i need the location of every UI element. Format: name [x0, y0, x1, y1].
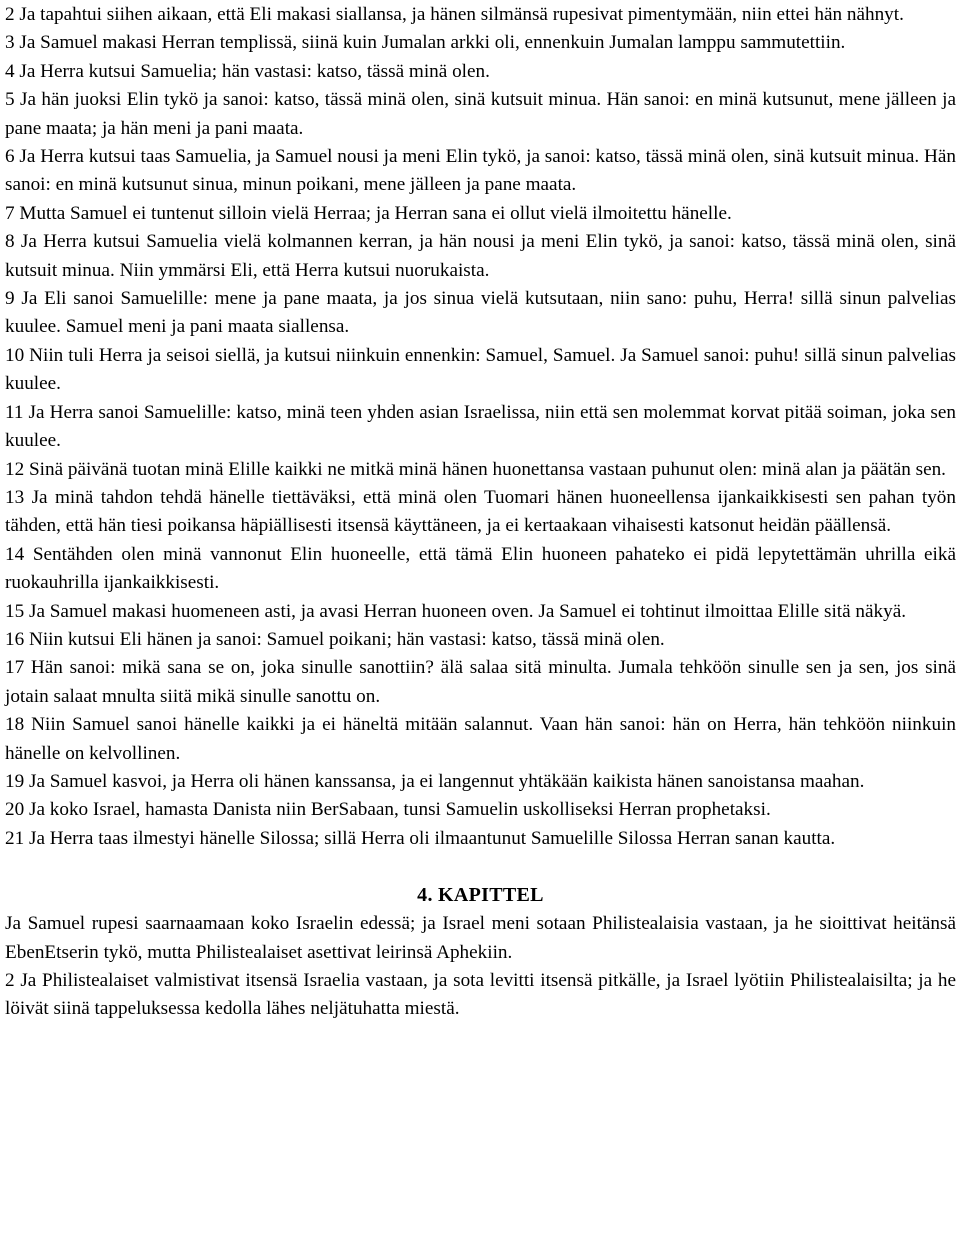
- verse-3-17: 17 Hän sanoi: mikä sana se on, joka sinulle sanottiin? älä salaa sitä minulta. Jumala tehköön sinulle sen ja sen, jos sinä jotain salaat mnulta siitä mikä sinulle sanottu on.: [5, 657, 956, 707]
- chapter-heading: 4. KAPITTEL: [417, 884, 544, 907]
- verse-3-9: 9 Ja Eli sanoi Samuelille: mene ja pane maata, ja jos sinua vielä kutsutaan, niin sano: puhu, Herra! sillä sinun palvelias kuulee. Samuel meni ja pani maata siallensa.: [5, 288, 956, 338]
- verse-3-20: 20 Ja koko Israel, hamasta Danista niin BerSabaan, tunsi Samuelin uskolliseksi Herran prophetaksi.: [5, 799, 771, 821]
- verse-3-6: 6 Ja Herra kutsui taas Samuelia, ja Samuel nousi ja meni Elin tykö, ja sanoi: katso, tässä minä olen, sinä kutsuit minua. Hän sanoi: en minä kutsunut sinua, minun poikani, mene jälleen ja pane maata.: [5, 146, 956, 196]
- verse-3-14: 14 Sentähden olen minä vannonut Elin huoneelle, että tämä Elin huoneen pahateko ei pidä lepytettämän uhrilla eikä ruokauhrilla ijankaikkisesti.: [5, 543, 956, 594]
- verse-3-2: 2 Ja tapahtui siihen aikaan, että Eli makasi siallansa, ja hänen silmänsä rupesivat pimentymään, niin ettei hän nähnyt.: [5, 4, 904, 25]
- verse-3-8: 8 Ja Herra kutsui Samuelia vielä kolmannen kerran, ja hän nousi ja meni Elin tykö, ja sanoi: katso, tässä minä olen, sinä kutsuit minua. Niin ymmärsi Eli, että Herra kutsui nuorukaista.: [5, 231, 956, 281]
- chapter-4-text: [5, 910, 956, 1024]
- verse-3-10: 10 Niin tuli Herra ja seisoi siellä, ja kutsui niinkuin ennenkin: Samuel, Samuel. Ja Samuel sanoi: puhu! sillä sinun palvelias kuulee.: [5, 344, 956, 395]
- verse-3-18: 18 Niin Samuel sanoi hänelle kaikki ja ei häneltä mitään salannut. Vaan hän sanoi: hän on Herra, hän tehköön niinkuin hänelle on kelvollinen.: [5, 714, 956, 764]
- verse-4-1: Ja Samuel rupesi saarnaamaan koko Israelin edessä; ja Israel meni sotaan Philistealaisia vastaan, ja he sioittivat heitänsä EbenEtserin tykö, mutta Philistealaiset asettivat leirinsä Aphekiin.: [5, 913, 956, 963]
- verse-3-15: 15 Ja Samuel makasi huomeneen asti, ja avasi Herran huoneen oven. Ja Samuel ei tohtinut ilmoittaa Elille sitä näkyä.: [5, 600, 907, 622]
- verse-3-16: 16 Niin kutsui Eli hänen ja sanoi: Samuel poikani; hän vastasi: katso, tässä minä olen.: [5, 628, 665, 650]
- verse-3-3: 3 Ja Samuel makasi Herran templissä, siinä kuin Jumalan arkki oli, ennenkuin Jumalan lamppu sammutettiin.: [5, 32, 846, 54]
- verse-3-19: 19 Ja Samuel kasvoi, ja Herra oli hänen kanssansa, ja ei langennut yhtäkään kaikista hänen sanoistansa maahan.: [5, 770, 865, 792]
- verse-3-21: 21 Ja Herra taas ilmestyi hänelle Silossa; sillä Herra oli ilmaantunut Samuelille Silossa Herran sanan kautta.: [5, 827, 836, 849]
- verse-3-4: 4 Ja Herra kutsui Samuelia; hän vastasi: katso, tässä minä olen.: [5, 60, 490, 82]
- chapter-3-text: [5, 1, 956, 853]
- verse-4-2: 2 Ja Philistealaiset valmistivat itsensä Israelia vastaan, ja sota levitti itsensä pitkälle, ja Israel lyötiin Philistealaisilta; ja he löivät siinä tappeluksessa kedolla lähes neljätuhatta miestä.: [5, 970, 956, 1020]
- verse-3-13: 13 Ja minä tahdon tehdä hänelle tiettäväksi, että minä olen Tuomari hänen huoneellensa ijankaikkisesti sen pahan työn tähden, että hän tiesi poikansa häpiällisesti itsensä käyttäneen, ja ei kertaakaan vihaisesti katsonut heidän päällensä.: [5, 486, 956, 537]
- verse-3-5: 5 Ja hän juoksi Elin tykö ja sanoi: katso, tässä minä olen, sinä kutsuit minua. Hän sanoi: en minä kutsunut, mene jälleen ja pane maata; ja hän meni ja pani maata.: [5, 89, 956, 139]
- verse-3-7: 7 Mutta Samuel ei tuntenut silloin vielä Herraa; ja Herran sana ei ollut vielä ilmoitettu hänelle.: [5, 202, 732, 224]
- verse-3-12: 12 Sinä päivänä tuotan minä Elille kaikki ne mitkä minä hänen huonettansa vastaan puhunut olen: minä alan ja päätän sen.: [5, 458, 946, 480]
- verse-3-11: 11 Ja Herra sanoi Samuelille: katso, minä teen yhden asian Israelissa, niin että sen molemmat korvat pitää soiman, joka sen kuulee.: [5, 401, 956, 452]
